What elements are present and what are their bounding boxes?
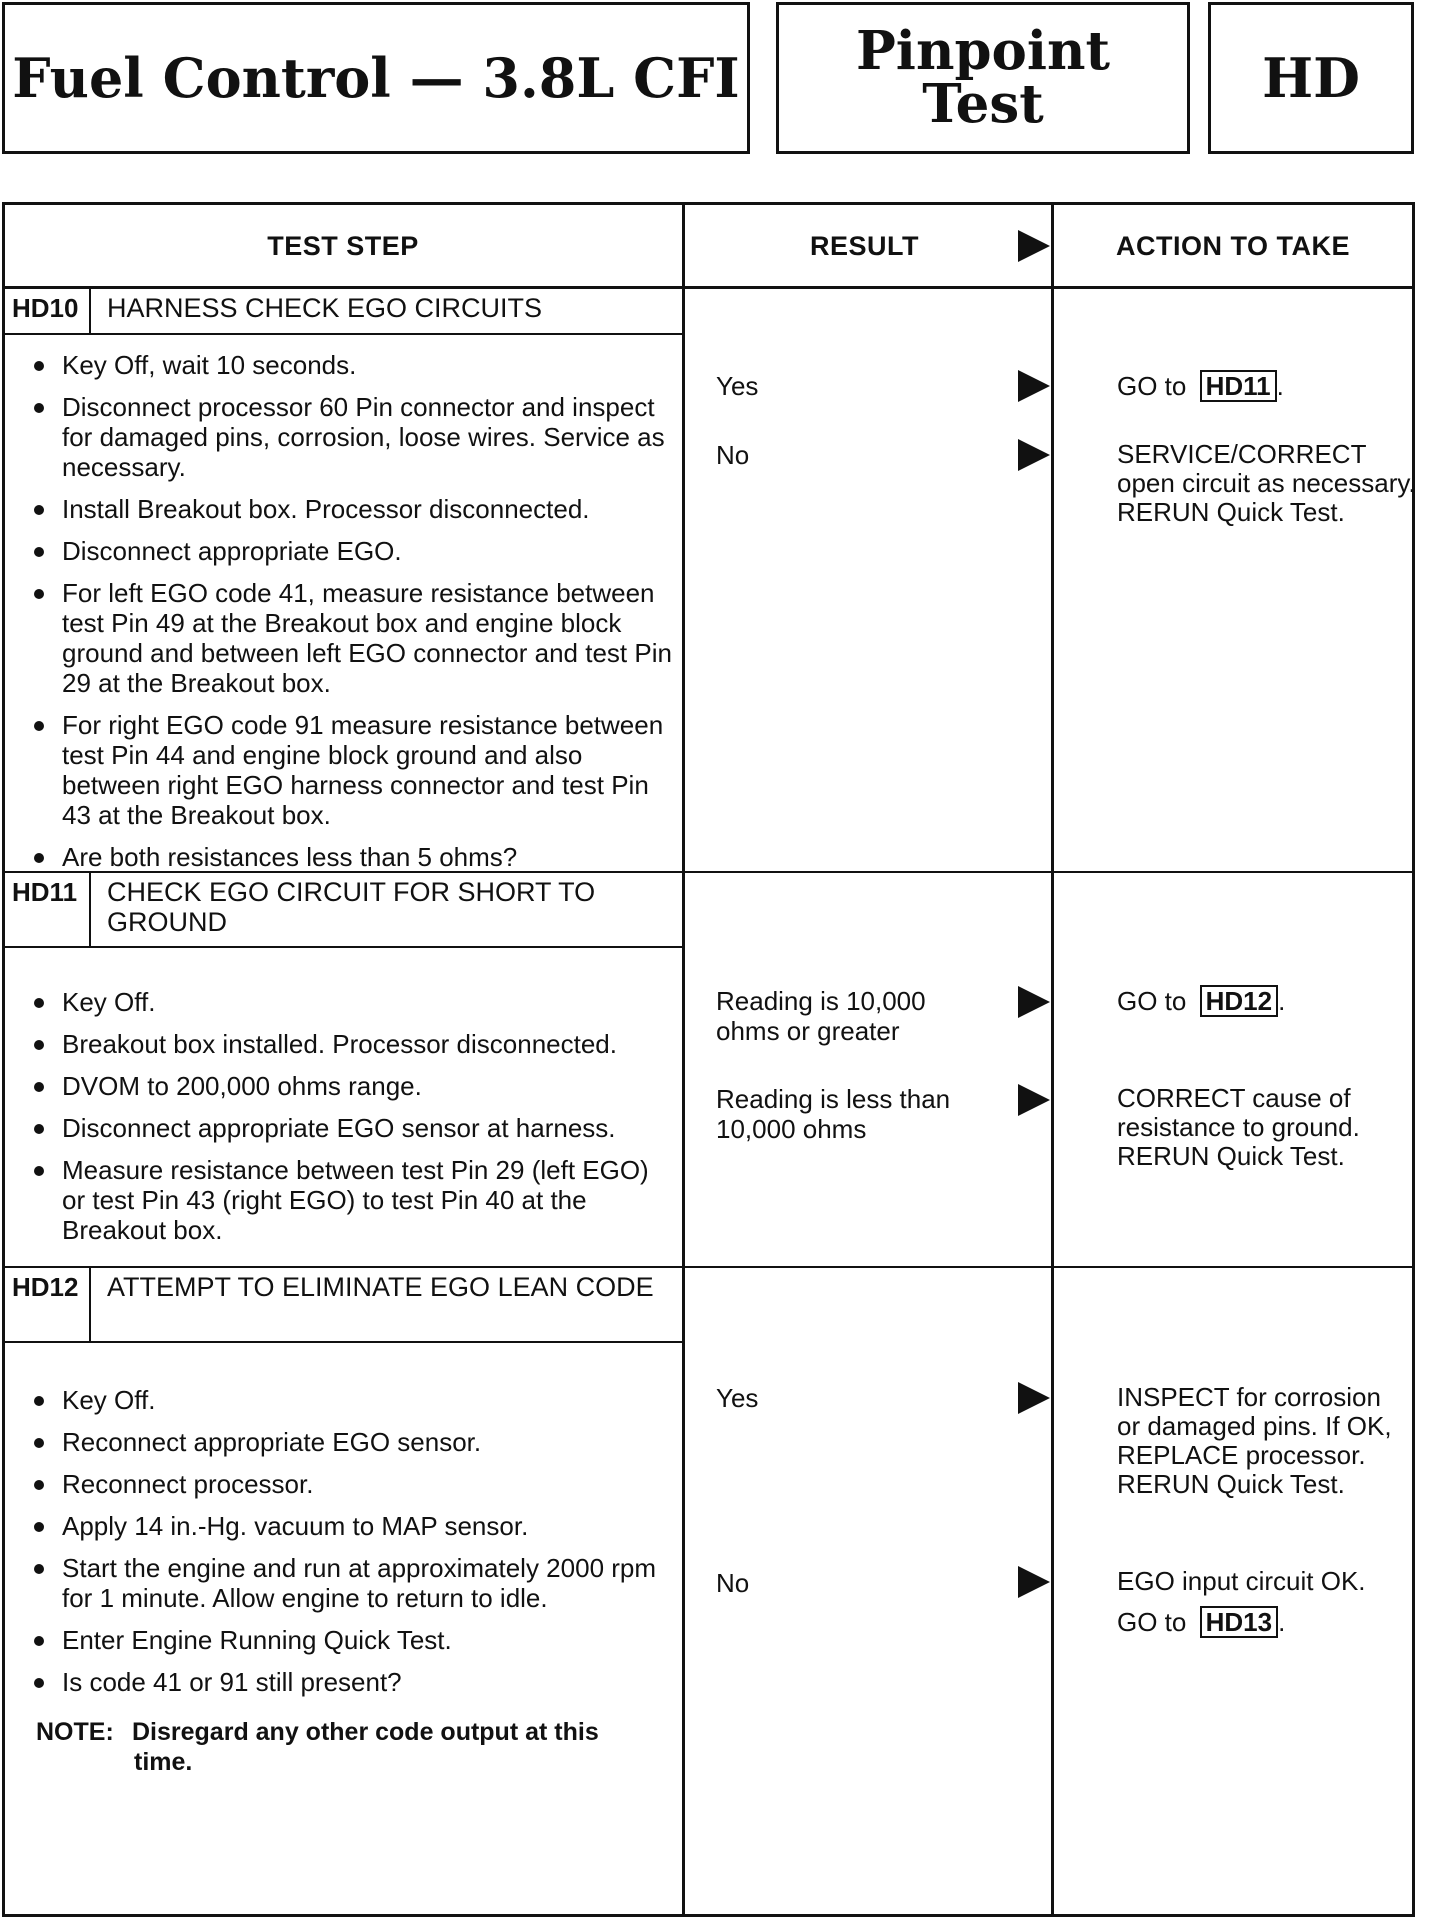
list-item: Install Breakout box. Processor disconnected.	[28, 494, 678, 524]
list-item: For left EGO code 41, measure resistance between test Pin 49 at the Breakout box and engine block ground and between left EGO connector and test Pin 29 at the Breakout box.	[28, 578, 678, 698]
list-item: Disconnect appropriate EGO.	[28, 536, 678, 566]
list-item: Disconnect processor 60 Pin connector and inspect for damaged pins, corrosion, loose wires. Service as necessary.	[28, 392, 678, 482]
step-header	[4, 873, 682, 948]
step-id: HD12	[4, 1268, 91, 1341]
arrow-icon	[1018, 986, 1050, 1018]
list-item: Enter Engine Running Quick Test.	[28, 1625, 678, 1655]
column-divider-2	[1051, 202, 1054, 1917]
table-border-left	[2, 202, 5, 1917]
step-title: HARNESS CHECK EGO CIRCUITS	[107, 293, 543, 323]
table-border-bottom	[2, 1914, 1415, 1917]
list-item: For right EGO code 91 measure resistance between test Pin 44 and engine block ground and also between right EGO harness connector and test Pin 43 at the Breakout box.	[28, 710, 678, 830]
note-label: NOTE:	[36, 1718, 114, 1746]
list-item: Apply 14 in.-Hg. vacuum to MAP sensor.	[28, 1511, 678, 1541]
column-divider-1	[682, 202, 685, 1917]
list-item: Is code 41 or 91 still present?	[28, 1667, 678, 1697]
arrow-icon	[1018, 1084, 1050, 1116]
result-text: No	[716, 440, 750, 470]
list-item: Are both resistances less than 5 ohms?	[28, 842, 678, 872]
action-line	[1117, 1606, 1417, 1638]
step-header	[4, 1268, 682, 1343]
step-id: HD11	[4, 873, 91, 946]
action-line: EGO input circuit OK.	[1117, 1566, 1366, 1596]
action-text	[1117, 985, 1417, 1017]
result-text: No	[716, 1568, 750, 1598]
list-item: Start the engine and run at approximately 2000 rpm for 1 minute. Allow engine to return to idle.	[28, 1553, 678, 1613]
test-type-line1: Pinpoint	[855, 20, 1111, 82]
result-text: Yes	[716, 1383, 759, 1413]
arrow-icon	[1018, 370, 1050, 402]
action-text: INSPECT for corrosion or damaged pins. If OK, REPLACE processor. RERUN Quick Test.	[1117, 1382, 1392, 1499]
page-title: Fuel Control — 3.8L CFI	[2, 2, 750, 154]
action-go-to: GO to	[1117, 1607, 1194, 1637]
column-header-test-step: TEST STEP	[267, 230, 419, 261]
arrow-icon	[1018, 439, 1050, 471]
table-border-top	[2, 202, 1415, 205]
step-reference-link[interactable]: HD13	[1200, 1606, 1278, 1638]
list-item: Key Off.	[28, 987, 678, 1017]
list-item: Breakout box installed. Processor disconnected.	[28, 1029, 678, 1059]
list-item: Disconnect appropriate EGO sensor at harness.	[28, 1113, 678, 1143]
step-header	[4, 289, 682, 335]
column-header-action: ACTION TO TAKE	[1116, 230, 1350, 261]
list-item: Measure resistance between test Pin 29 (left EGO) or test Pin 43 (right EGO) to test Pin 40 at the Breakout box.	[28, 1155, 678, 1245]
result-arrow-icon	[1018, 230, 1050, 262]
step-title: CHECK EGO CIRCUIT FOR SHORT TO GROUND	[107, 877, 596, 937]
action-text: SERVICE/CORRECT open circuit as necessary. RERUN Quick Test.	[1117, 439, 1416, 527]
list-item: DVOM to 200,000 ohms range.	[28, 1071, 678, 1101]
list-item: Reconnect processor.	[28, 1469, 678, 1499]
arrow-icon	[1018, 1566, 1050, 1598]
result-text: Reading is 10,000 ohms or greater	[716, 986, 926, 1046]
arrow-icon	[1018, 1382, 1050, 1414]
step-reference-link[interactable]: HD12	[1200, 985, 1278, 1017]
list-item: Key Off, wait 10 seconds.	[28, 350, 678, 380]
test-type-label	[776, 2, 1190, 154]
column-header-result: RESULT	[810, 230, 919, 261]
step-title: ATTEMPT TO ELIMINATE EGO LEAN CODE	[107, 1272, 654, 1302]
action-text	[1117, 370, 1417, 402]
step-reference-link[interactable]: HD11	[1200, 370, 1277, 402]
action-go-to: GO to	[1117, 986, 1194, 1016]
step-id: HD10	[4, 289, 91, 333]
note-text	[36, 1717, 676, 1777]
action-suffix: .	[1278, 986, 1286, 1016]
test-code: HD	[1208, 2, 1414, 154]
action-text: CORRECT cause of resistance to ground. RERUN Quick Test.	[1117, 1083, 1360, 1171]
list-item: Reconnect appropriate EGO sensor.	[28, 1427, 678, 1457]
step-instructions	[28, 987, 678, 1257]
step-instructions	[28, 350, 678, 884]
note-line: time.	[134, 1748, 193, 1776]
action-suffix: .	[1278, 1607, 1286, 1637]
list-item: Key Off.	[28, 1385, 678, 1415]
result-text: Reading is less than 10,000 ohms	[716, 1084, 951, 1144]
test-type-line2: Test	[922, 73, 1044, 135]
note-line: Disregard any other code output at this	[132, 1718, 599, 1746]
action-suffix: .	[1276, 371, 1284, 401]
step-instructions	[28, 1385, 678, 1709]
result-text: Yes	[716, 371, 759, 401]
action-go-to: GO to	[1117, 371, 1194, 401]
action-text	[1117, 1567, 1417, 1638]
